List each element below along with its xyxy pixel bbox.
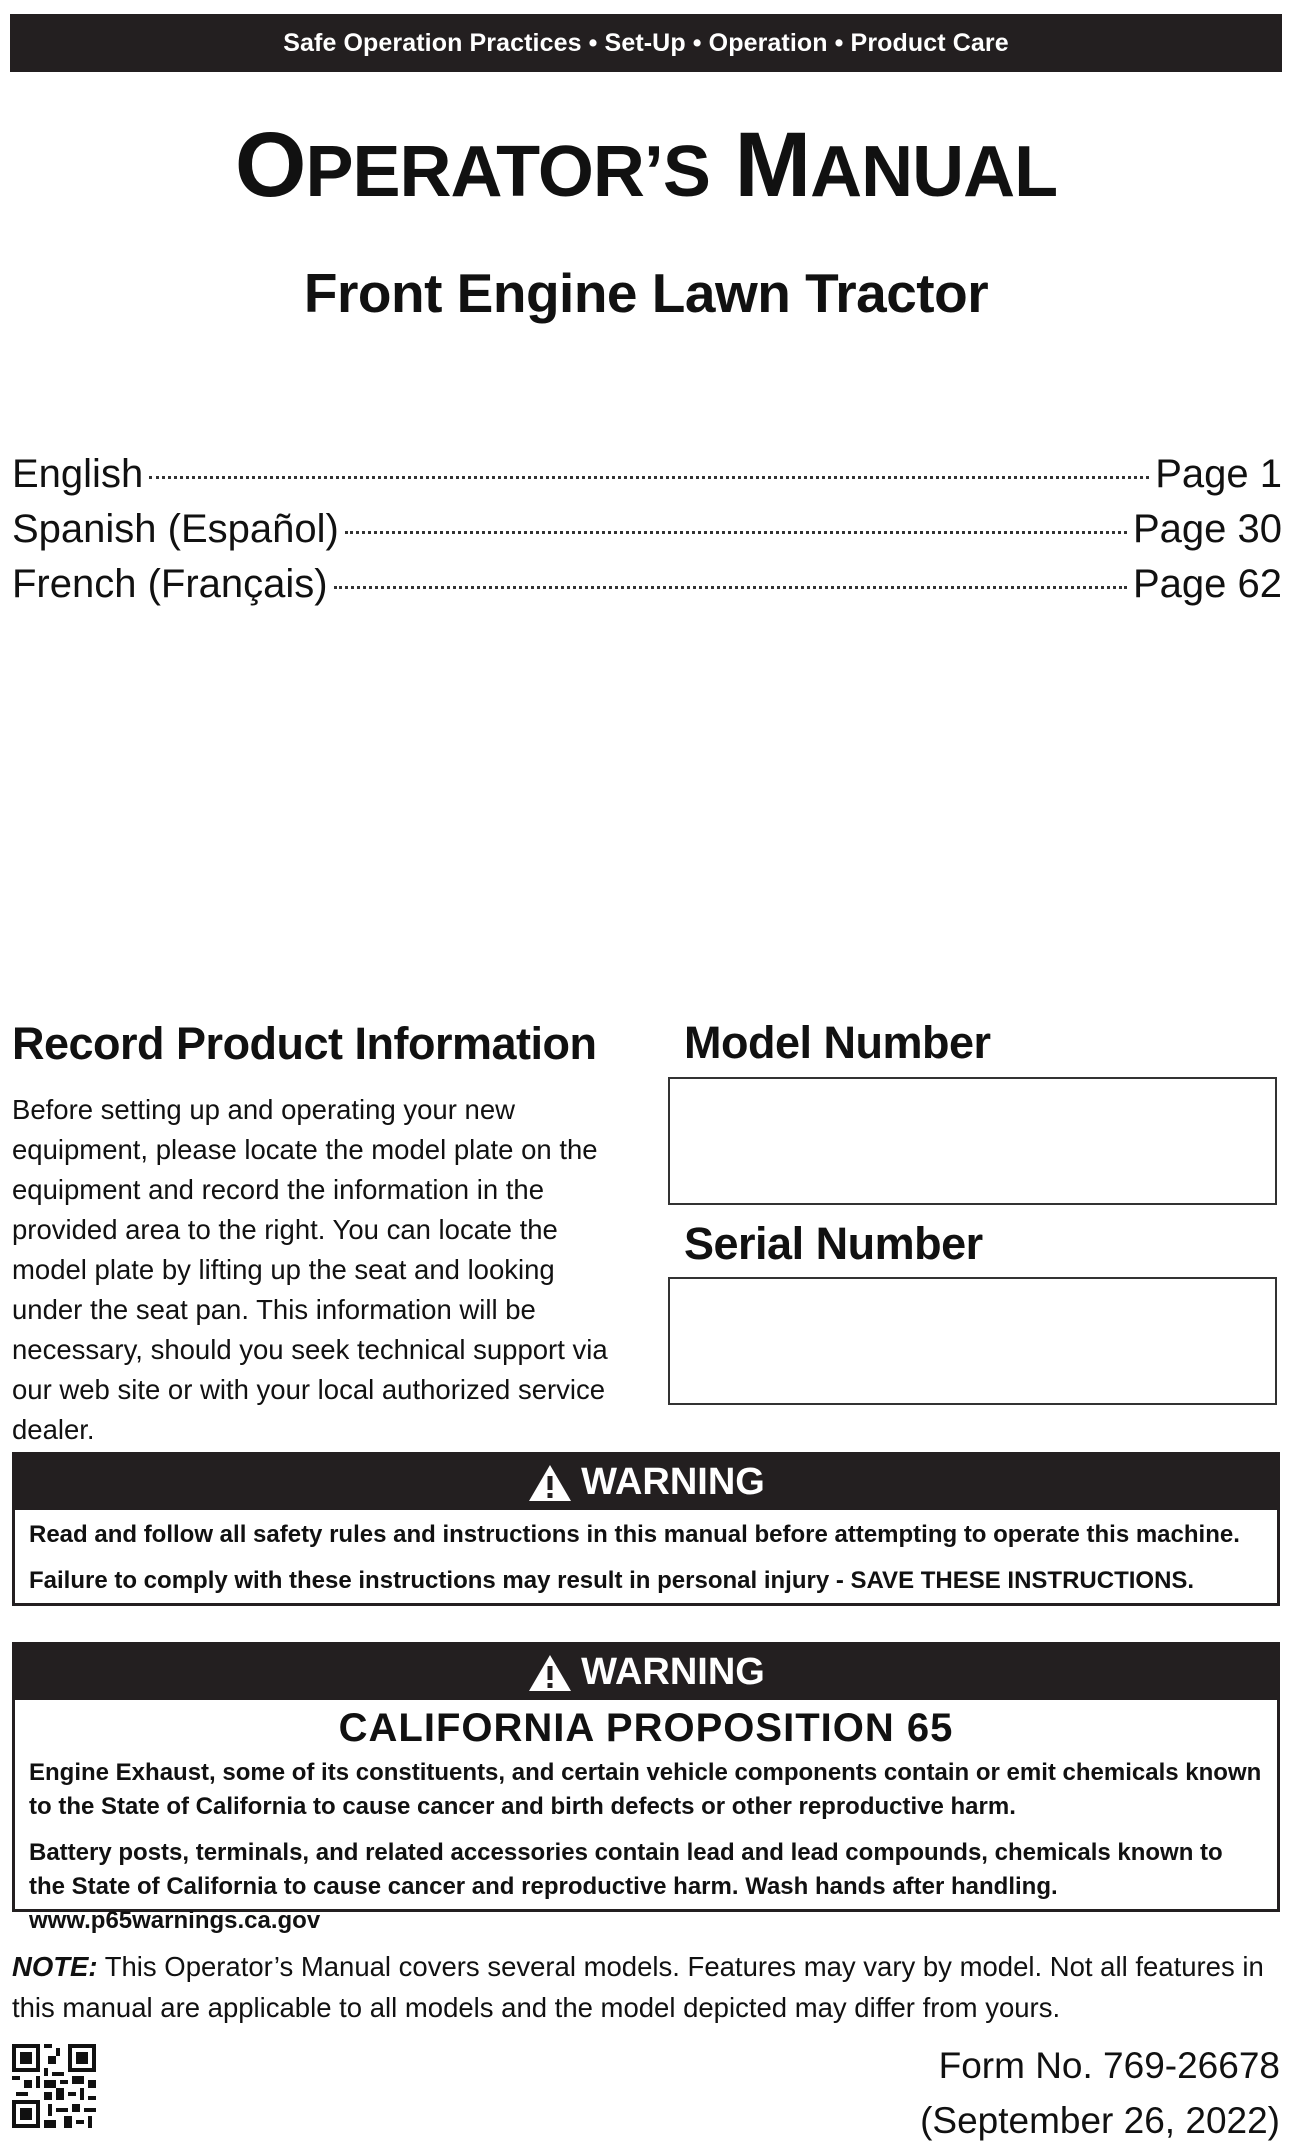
toc-label: Spanish (Español) xyxy=(12,507,339,551)
warning-body xyxy=(15,1510,1277,1606)
toc-label: English xyxy=(12,452,144,496)
warning-line: Read and follow all safety rules and instructions in this manual before attempting to operate this machine. xyxy=(29,1521,1240,1548)
title-cap-2: M xyxy=(734,114,811,216)
note-text xyxy=(12,1946,1280,2028)
page-title xyxy=(0,110,1292,227)
toc-page: Page 1 xyxy=(1155,452,1282,496)
model-number-field[interactable] xyxy=(668,1077,1277,1205)
warning-header xyxy=(15,1645,1277,1700)
note-body: This Operator’s Manual covers several models. Features may vary by model. Not all features in this manual are applicable to all models and the model depicted may differ from yours. xyxy=(12,1951,1264,2023)
toc-page: Page 30 xyxy=(1132,507,1282,551)
prop65-title: CALIFORNIA PROPOSITION 65 xyxy=(338,1706,954,1750)
toc-row-french[interactable] xyxy=(12,562,1282,617)
form-number: Form No. 769-26678 xyxy=(938,2045,1280,2086)
toc-row-english[interactable] xyxy=(12,452,1282,507)
qr-code-icon[interactable] xyxy=(12,2044,96,2128)
record-info-title: Record Product Information xyxy=(12,1018,597,1069)
toc-page: Page 62 xyxy=(1132,562,1282,606)
warning-triangle-icon xyxy=(527,1653,573,1693)
header-bar: Safe Operation Practices • Set-Up • Operation • Product Care xyxy=(10,14,1282,72)
warning-paragraph: Battery posts, terminals, and related accessories contain lead and lead compounds, chemicals known to the State of California to cause cancer and reproductive harm. Wash hands after handling. www.p65warnings.ca.gov xyxy=(29,1839,1223,1934)
language-toc xyxy=(12,452,1282,617)
record-info-body: Before setting up and operating your new equipment, please locate the model plate on the equipment and record the information in the provided area to the right. You can locate the model plate by lifting up the seat and looking under the seat pan. This information will be necessary, should you seek technical support via our web site or with your local authorized service dealer. xyxy=(12,1094,608,1445)
toc-leader xyxy=(334,586,1127,589)
page-subtitle: Front Engine Lawn Tractor xyxy=(303,262,989,324)
warning-header xyxy=(15,1455,1277,1510)
title-rest-1: PERATOR’S xyxy=(305,132,710,212)
toc-label: French (Français) xyxy=(12,562,328,606)
warning-box-safety xyxy=(12,1452,1280,1606)
warning-box-prop65 xyxy=(12,1642,1280,1934)
toc-leader xyxy=(149,476,1149,479)
warning-body xyxy=(15,1754,1277,1946)
toc-leader xyxy=(345,531,1127,534)
warning-line: Failure to comply with these instructions may result in personal injury - SAVE THESE INSTRUCTIONS. xyxy=(29,1567,1195,1594)
warning-heading: WARNING xyxy=(581,1651,765,1693)
form-date: (September 26, 2022) xyxy=(920,2100,1280,2141)
serial-number-label: Serial Number xyxy=(684,1218,983,1269)
title-cap-1: O xyxy=(234,114,306,216)
warning-paragraph: Engine Exhaust, some of its constituents, and certain vehicle components contain or emit chemicals known to the State of California to cause cancer and birth defects or other reproductive harm. xyxy=(29,1759,1262,1820)
note-label: NOTE: xyxy=(12,1951,98,1982)
warning-heading: WARNING xyxy=(581,1461,765,1503)
model-number-label: Model Number xyxy=(684,1017,991,1068)
warning-triangle-icon xyxy=(527,1463,573,1503)
title-rest-2: ANUAL xyxy=(810,132,1058,212)
serial-number-field[interactable] xyxy=(668,1277,1277,1405)
form-number-block xyxy=(920,2038,1280,2148)
toc-row-spanish[interactable] xyxy=(12,507,1282,562)
